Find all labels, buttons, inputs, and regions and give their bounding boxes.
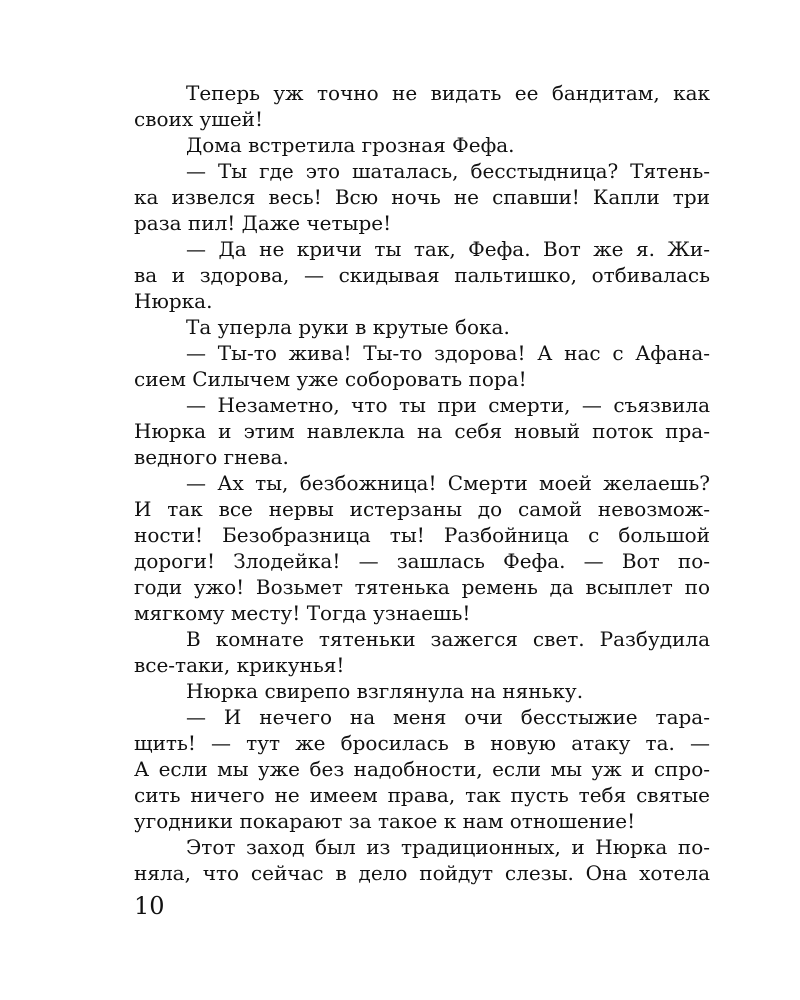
text-line: — Ах ты, безбожница! Смерти моей желаешь? xyxy=(186,471,710,495)
text-line: дороги! Злодейка! — зашлась Фефа. — Вот по- xyxy=(134,549,710,573)
text-line: раза пил! Даже четыре! xyxy=(134,211,392,235)
text-line: своих ушей! xyxy=(134,107,264,131)
text-line: щить! — тут же бросилась в новую атаку та. — xyxy=(134,731,710,755)
text-line: Нюрка. xyxy=(134,289,213,313)
text-line: все-таки, крикунья! xyxy=(134,653,345,677)
text-line: ности! Безобразница ты! Разбойница с большой xyxy=(134,523,710,547)
text-line: Этот заход был из традиционных, и Нюрка по- xyxy=(186,835,710,859)
text-line: — И нечего на меня очи бесстыжие тара- xyxy=(186,705,710,729)
text-line: — Незаметно, что ты при смерти, — съязвила xyxy=(186,393,710,417)
text-line: сием Силычем уже соборовать пора! xyxy=(134,367,527,391)
text-line: годи ужо! Возьмет тятенька ремень да всыплет по xyxy=(134,575,710,599)
text-line: Та уперла руки в крутые бока. xyxy=(186,315,510,339)
text-line: А если мы уже без надобности, если мы уж и спро- xyxy=(134,757,710,781)
text-line: Дома встретила грозная Фефа. xyxy=(186,133,515,157)
text-line: ва и здорова, — скидывая пальтишко, отбивалась xyxy=(134,263,710,287)
text-line: Нюрка свирепо взглянула на няньку. xyxy=(186,679,584,703)
text-line: Нюрка и этим навлекла на себя новый поток пра- xyxy=(134,419,710,443)
text-line: — Ты-то жива! Ты-то здорова! А нас с Афана- xyxy=(186,341,710,365)
text-line: В комнате тятеньки зажегся свет. Разбудила xyxy=(186,627,710,651)
text-line: сить ничего не имеем права, так пусть тебя святые xyxy=(134,783,710,807)
text-line: — Ты где это шаталась, бесстыдница? Тятень- xyxy=(186,159,710,183)
text-line: Теперь уж точно не видать ее бандитам, как xyxy=(186,81,710,105)
text-line: няла, что сейчас в дело пойдут слезы. Она хотела xyxy=(134,861,710,885)
text-line: ка извелся весь! Всю ночь не спавши! Капли три xyxy=(134,185,710,209)
page-number: 10 xyxy=(134,892,165,920)
text-line: И так все нервы истерзаны до самой невозмож- xyxy=(134,497,710,521)
text-line: угодники покарают за такое к нам отношение! xyxy=(134,809,636,833)
text-line: — Да не кричи ты так, Фефа. Вот же я. Жи- xyxy=(186,237,710,261)
text-line: ведного гнева. xyxy=(134,445,289,469)
text-line: мягкому месту! Тогда узнаешь! xyxy=(134,601,471,625)
book-page-text xyxy=(134,80,710,886)
